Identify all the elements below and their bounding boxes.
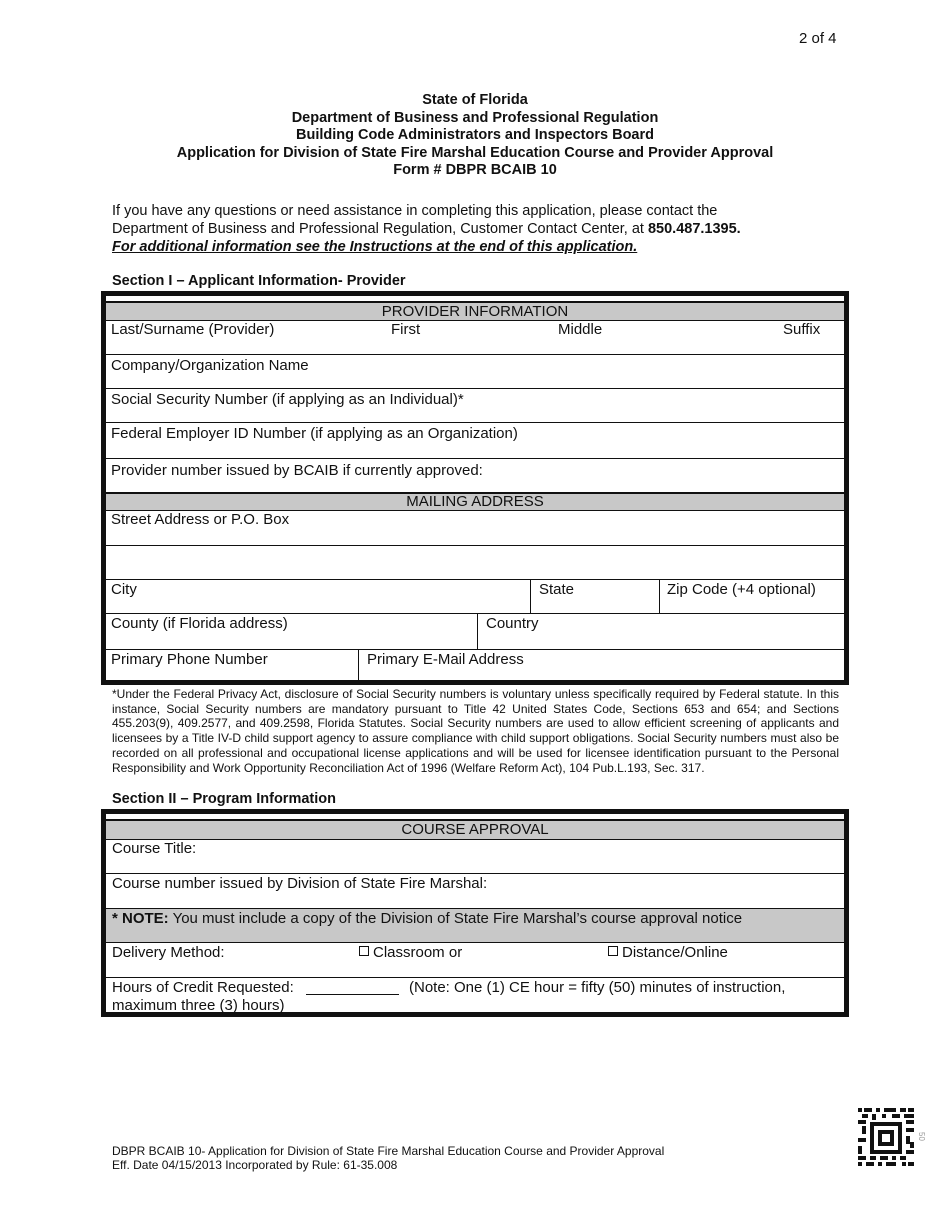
contact-phone: 850.487.1395. (647, 221, 741, 237)
classroom-option[interactable] (359, 944, 462, 961)
hours-label: Hours of Credit Requested: (112, 979, 294, 996)
company-row[interactable] (106, 354, 844, 389)
page-number: 2 of 4 (799, 30, 837, 47)
mailing-address-band: MAILING ADDRESS (106, 492, 844, 511)
header-state: State of Florida (422, 92, 528, 108)
section-2-title: Section II – Program Information (112, 791, 336, 807)
zip-label: Zip Code (+4 optional) (667, 581, 816, 598)
last-name-label: Last/Surname (Provider) (111, 321, 275, 338)
hours-note-max: maximum three (3) hours) (112, 997, 285, 1014)
name-row[interactable] (106, 319, 844, 354)
provider-number-label: Provider number issued by BCAIB if currently approved: (111, 462, 483, 479)
qr-side-text: 50 (916, 1132, 926, 1141)
provider-info-table (101, 291, 849, 685)
phone-label: Primary Phone Number (111, 651, 268, 668)
course-approval-table (101, 809, 849, 1017)
ssn-label: Social Security Number (if applying as an Individual)* (111, 391, 464, 408)
footer-effective-date: Eff. Date 04/15/2013 Incorporated by Rule: 61-35.008 (112, 1157, 398, 1172)
city-label: City (111, 581, 137, 598)
course-approval-band: COURSE APPROVAL (106, 819, 844, 840)
note-row (106, 908, 844, 943)
county-row[interactable] (106, 613, 844, 650)
first-name-label: First (391, 321, 421, 338)
delivery-method-label: Delivery Method: (112, 944, 225, 961)
contact-row[interactable] (106, 649, 844, 681)
intro-line-1: If you have any questions or need assistance in completing this application, please contact the (112, 203, 718, 219)
intro-line-2-text: Department of Business and Professional Regulation, Customer Contact Center, at (112, 221, 648, 237)
provider-number-row[interactable] (106, 458, 844, 493)
ssn-row[interactable] (106, 388, 844, 423)
section-1-title: Section I – Applicant Information- Provider (112, 273, 406, 289)
county-label: County (if Florida address) (111, 615, 288, 632)
checkbox-icon[interactable] (359, 946, 369, 956)
course-approval-note (112, 910, 742, 927)
street-row[interactable] (106, 510, 844, 545)
city-state-divider (530, 580, 531, 614)
provider-information-band: PROVIDER INFORMATION (106, 301, 844, 321)
middle-name-label: Middle (558, 321, 603, 338)
course-number-row[interactable] (106, 873, 844, 909)
hours-note: (Note: One (1) CE hour = fifty (50) minutes of instruction, (409, 979, 786, 996)
header-board: Building Code Administrators and Inspectors Board (296, 127, 654, 144)
company-label: Company/Organization Name (111, 357, 309, 374)
fein-row[interactable] (106, 422, 844, 459)
footer-form-title: DBPR BCAIB 10- Application for Division of State Fire Marshal Education Course and Provider Approval (112, 1144, 665, 1158)
state-zip-divider (659, 580, 660, 614)
page-footer (112, 1145, 664, 1172)
suffix-label: Suffix (783, 321, 821, 338)
intro-paragraph (112, 202, 842, 256)
hours-input-line[interactable] (306, 994, 399, 995)
street-label: Street Address or P.O. Box (111, 511, 290, 528)
form-header (0, 92, 950, 180)
note-text: You must include a copy of the Division of State Fire Marshal’s course approval notice (168, 910, 743, 927)
phone-email-divider (358, 650, 359, 681)
header-department: Department of Business and Professional Regulation (291, 109, 659, 126)
course-title-label: Course Title: (112, 840, 197, 857)
street-row-2[interactable] (106, 545, 844, 580)
checkbox-icon[interactable] (608, 946, 618, 956)
email-label: Primary E-Mail Address (367, 651, 524, 668)
fein-label: Federal Employer ID Number (if applying as an Organization) (111, 425, 518, 442)
county-country-divider (477, 614, 478, 650)
intro-instructions-note: For additional information see the Instructions at the end of this application. (112, 239, 638, 255)
intro-line-2 (112, 220, 842, 238)
course-title-row[interactable] (106, 838, 844, 873)
delivery-method-row (106, 942, 844, 978)
country-label: Country (486, 615, 539, 632)
qr-code-icon (858, 1108, 914, 1166)
header-form-number: Form # DBPR BCAIB 10 (393, 162, 557, 179)
state-label: State (539, 581, 575, 598)
header-application-title: Application for Division of State Fire Marshal Education Course and Provider Approval (176, 144, 774, 161)
note-label: * NOTE: (112, 910, 169, 927)
classroom-label: Classroom or (373, 944, 463, 961)
hours-row (106, 977, 844, 1014)
privacy-act-notice: *Under the Federal Privacy Act, disclosure of Social Security numbers is voluntary unless specifically required by Federal statute. In this instance, Social Security numbers are mandatory pursuant to Title 42 United States Code, Sections 653 and 654; and Sections 455.203(9), 409.2577, and 409.2598, Florida Statutes. Social Security numbers are used to allow efficient screening of applicants and licensees by a Title IV-D child support agency to assure compliance with child support obligations. Social Security numbers must also be recorded on all professional and occupational license applications and will be used for licensee identification pursuant to the Personal Responsibility and Work Opportunity Reconciliation Act of 1996 (Welfare Reform Act), 104 Pub.L.193, Sec. 317. (112, 687, 839, 775)
distance-online-label: Distance/Online (622, 944, 728, 961)
course-number-label: Course number issued by Division of State Fire Marshal: (112, 875, 488, 892)
city-row[interactable] (106, 579, 844, 614)
distance-online-option[interactable] (608, 944, 728, 961)
